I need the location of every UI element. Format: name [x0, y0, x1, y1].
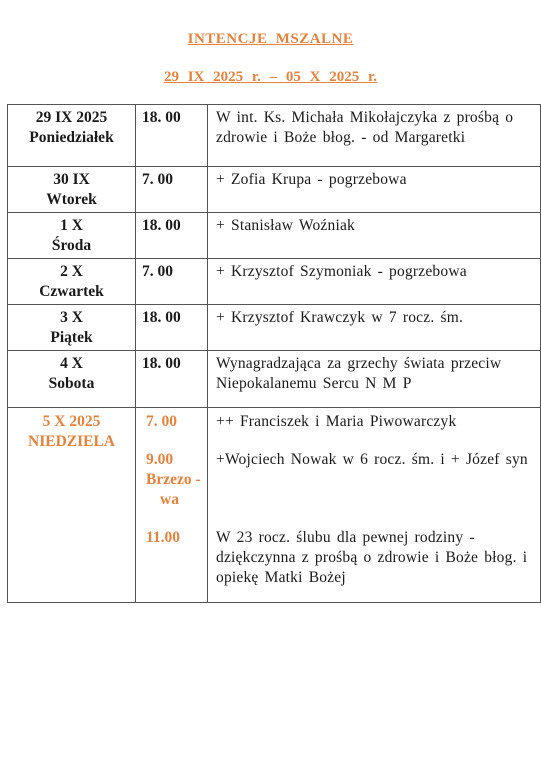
intention-cell: + Krzysztof Szymoniak - pogrzebowa — [208, 259, 541, 305]
intentions-table — [7, 104, 541, 603]
mass-intention: W 23 rocz. ślubu dla pewnej rodziny - dziękczynna z prośbą o zdrowie i Boże błog. i opiekę Matki Bożej — [216, 529, 528, 586]
day-date: 5 X 2025 — [42, 413, 101, 430]
intention-cell — [208, 408, 541, 603]
day-name: Sobota — [48, 375, 95, 392]
day-name: Wtorek — [46, 191, 97, 208]
intention-cell: W int. Ks. Michała Mikołajczyka z prośbą o zdrowie i Boże błog. - od Margaretki — [208, 105, 541, 167]
table-row — [8, 351, 541, 408]
mass-intention: +Wojciech Nowak w 6 rocz. śm. i + Józef syn — [216, 451, 528, 468]
day-cell — [8, 408, 136, 603]
mass-time: 7. 00 — [146, 413, 177, 430]
time-cell: 18. 00 — [136, 351, 208, 408]
table-row — [8, 213, 541, 259]
day-date: 3 X — [60, 309, 83, 326]
intention-cell: Wynagradzająca za grzechy świata przeciw Niepokalanemu Sercu N M P — [208, 351, 541, 408]
time-cell: 18. 00 — [136, 105, 208, 167]
page-title: INTENCJE MSZALNE — [187, 31, 354, 47]
day-date: 1 X — [60, 217, 83, 234]
day-name: Czwartek — [39, 283, 104, 300]
day-name: Poniedziałek — [29, 129, 114, 146]
table-row — [8, 167, 541, 213]
day-name: Piątek — [50, 329, 93, 346]
day-cell — [8, 213, 136, 259]
day-cell — [8, 167, 136, 213]
intention-cell: + Zofia Krupa - pogrzebowa — [208, 167, 541, 213]
table-row — [8, 305, 541, 351]
day-name: Środa — [51, 237, 92, 254]
date-range: 29 IX 2025 r. – 05 X 2025 r. — [163, 69, 378, 85]
day-date: 29 IX 2025 — [35, 109, 108, 126]
time-cell: 7. 00 — [136, 167, 208, 213]
day-cell — [8, 259, 136, 305]
day-cell — [8, 105, 136, 167]
day-name: NIEDZIELA — [28, 433, 115, 450]
table-row — [8, 105, 541, 167]
mass-intention: ++ Franciszek i Maria Piwowarczyk — [216, 413, 457, 430]
time-cell: 18. 00 — [136, 213, 208, 259]
mass-place: Brzezo - — [146, 471, 201, 488]
day-date: 2 X — [60, 263, 83, 280]
day-cell — [8, 351, 136, 408]
table-row-sunday — [8, 408, 541, 603]
time-cell — [136, 408, 208, 603]
table-row — [8, 259, 541, 305]
intention-cell: + Krzysztof Krawczyk w 7 rocz. śm. — [208, 305, 541, 351]
mass-time: 9.00 — [146, 451, 174, 468]
mass-place: wa — [160, 491, 179, 508]
time-cell: 18. 00 — [136, 305, 208, 351]
intention-cell: + Stanisław Woźniak — [208, 213, 541, 259]
mass-time: 11.00 — [146, 529, 181, 546]
day-date: 4 X — [60, 355, 83, 372]
day-cell — [8, 305, 136, 351]
day-date: 30 IX — [53, 171, 90, 188]
time-cell: 7. 00 — [136, 259, 208, 305]
